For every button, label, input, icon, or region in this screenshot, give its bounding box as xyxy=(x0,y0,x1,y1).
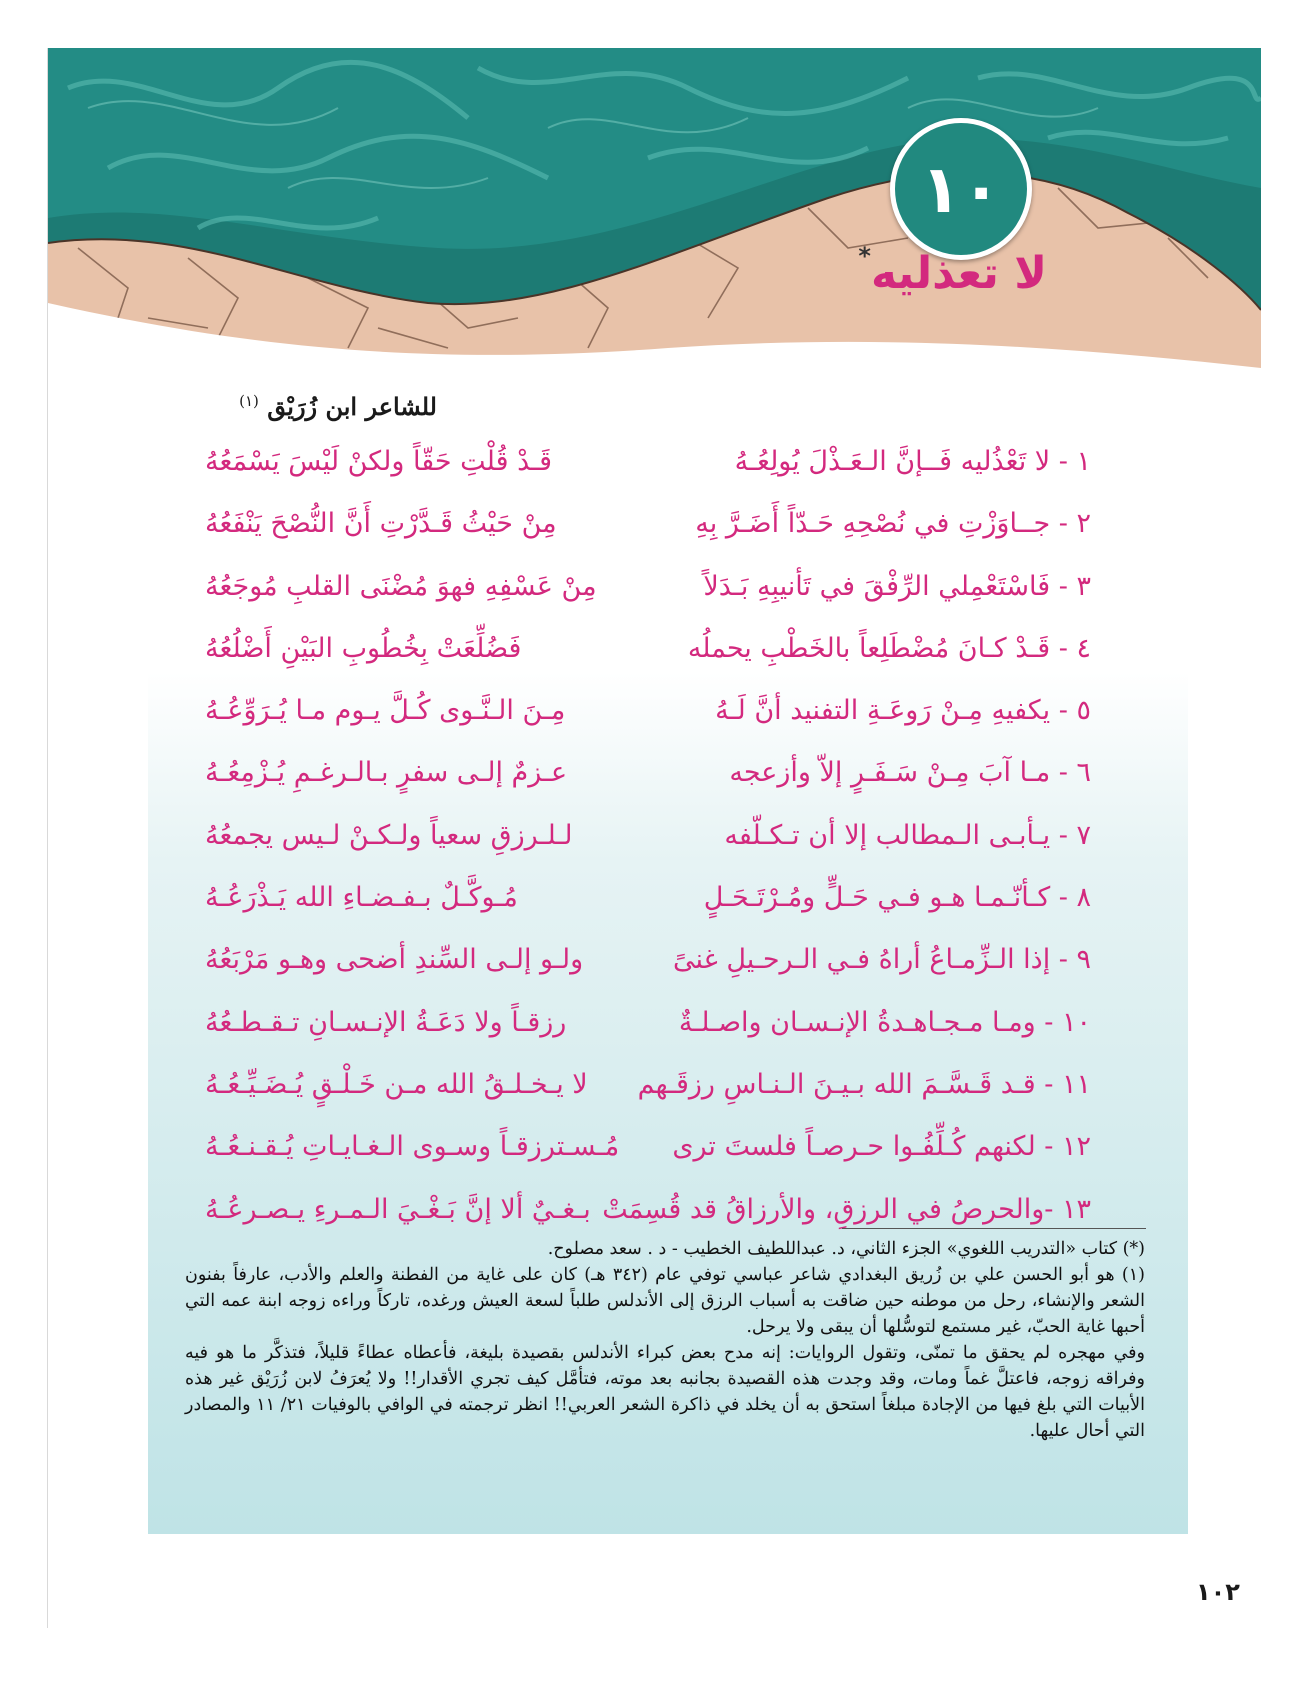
verse-2 xyxy=(205,500,1091,562)
chapter-number-badge: ١٠ xyxy=(890,118,1032,260)
verse-second-hemistich: مُـوكَّـلٌ بـفـضـاءِ الله يَـذْرَعُـهُ xyxy=(205,882,518,914)
verse-6 xyxy=(205,749,1091,811)
verse-first-hemistich: ١ - لا تَعْذُليه فَــإنَّ الـعَـذْلَ يُولِعُـهُ xyxy=(734,446,1091,477)
verse-9 xyxy=(205,936,1091,998)
verse-first-hemistich: ١١ - قـد قَـسَّـمَ الله بـيـنَ الـنـاسِ رزقَـهم xyxy=(637,1068,1091,1100)
verse-second-hemistich: ولـو إلـى السِّندِ أضحى وهـو مَرْبَعُهُ xyxy=(205,944,584,976)
poet-footnote-ref: (١) xyxy=(239,392,259,410)
verse-second-hemistich: مِـنَ الـنَّـوى كُـلَّ يـوم مـا يُـرَوِّعُـهُ xyxy=(205,695,566,727)
verse-4 xyxy=(205,625,1091,687)
lesson-title-text: لا تعذليه xyxy=(870,248,1047,299)
poet-name: للشاعر ابن زُرَيْق xyxy=(267,392,437,421)
verse-first-hemistich: ٣ - فَاسْتَعْمِلي الرِّفْقَ في تَأنيبِهِ بَـدَلاً xyxy=(703,570,1091,602)
verse-second-hemistich: رزقـاً ولا دَعَـةُ الإنـسـانِ تـقـطـعُهُ xyxy=(205,1006,567,1038)
verse-second-hemistich: مُـسـترزقـاً وسـوى الـغـايـاتِ يُـقـنـعُـهُ xyxy=(205,1131,620,1163)
verse-11 xyxy=(205,1061,1091,1123)
verse-second-hemistich: بـغـيٌ ألا إنَّ بَـغْـيَ الـمـرءِ يـصـرعُـهُ xyxy=(205,1193,591,1225)
poet-attribution xyxy=(239,392,437,421)
footnote-separator xyxy=(842,1228,1146,1229)
verse-first-hemistich: ٢ - جــاوَزْتِ في نُصْحِهِ حَـدّاً أَضَـرَّ بِهِ xyxy=(695,508,1091,540)
decorative-calligraphy-banner xyxy=(48,48,1261,368)
verse-second-hemistich: عـزمٌ إلـى سفرٍ بـالـرغـمِ يُـزْمِعُـهُ xyxy=(205,757,568,789)
verse-first-hemistich: ٦ - مـا آبَ مِـنْ سَـفَـرٍ إلاّ وأزعجه xyxy=(729,757,1091,789)
verse-first-hemistich: ٧ - يـأبـى الـمطالب إلا أن تـكـلّفه xyxy=(724,819,1091,851)
verse-second-hemistich: فَضُلِّعَتْ بِخُطُوبِ البَيْنِ أَضْلُعُهُ xyxy=(205,632,522,664)
verse-first-hemistich: ١٢ - لكنهم كُـلِّفُـوا حـرصـاً فلستَ ترى xyxy=(672,1131,1091,1163)
lesson-title xyxy=(858,242,1047,299)
verse-second-hemistich: مِنْ حَيْثُ قَـدَّرْتِ أَنَّ النُّصْحَ يَنْفَعُهُ xyxy=(205,508,557,540)
verse-7 xyxy=(205,812,1091,874)
verse-second-hemistich: لـلـرزقِ سعياً ولـكـنْ لـيس يجمعُهُ xyxy=(205,819,573,851)
footnote-source: (*) كتاب «التدريب اللغوي» الجزء الثاني، د. عبداللطيف الخطيب - د . سعد مصلوح. xyxy=(547,1239,1145,1259)
chapter-banner xyxy=(48,48,1261,368)
verse-first-hemistich: ٤ - قَـدْ كـانَ مُضْطَلِعاً بالخَطْبِ يحملُه xyxy=(687,632,1091,664)
verse-second-hemistich: مِنْ عَسْفِهِ فهوَ مُضْنَى القلبِ مُوجَعُهُ xyxy=(205,570,597,602)
verse-second-hemistich: قَـدْ قُلْتِ حَقّاً ولكنْ لَيْسَ يَسْمَعُهُ xyxy=(205,446,553,477)
footnotes xyxy=(185,1236,1145,1444)
verse-second-hemistich: لا يـخـلـقُ الله مـن خَـلْـقٍ يُـضَـيِّـعُـهُ xyxy=(205,1068,588,1100)
verse-12 xyxy=(205,1123,1091,1185)
verse-8 xyxy=(205,874,1091,936)
verse-3 xyxy=(205,563,1091,625)
title-footnote-marker: * xyxy=(858,242,871,270)
verse-first-hemistich: ١٠ - ومـا مـجـاهـدةُ الإنـسـان واصـلـةٌ xyxy=(678,1006,1091,1038)
poem xyxy=(205,438,1091,1248)
verse-1 xyxy=(205,438,1091,500)
verse-first-hemistich: ٩ - إذا الـزِّمـاعُ أراهُ فـي الـرحـيلِ غنىً xyxy=(673,944,1091,976)
verse-10 xyxy=(205,999,1091,1061)
verse-5 xyxy=(205,687,1091,749)
verse-first-hemistich: ١٣ -والحرصُ في الرزقِ، والأرزاقُ قد قُسِمَتْ xyxy=(602,1193,1091,1225)
page-number: ١٠٢ xyxy=(1196,1578,1240,1606)
footnote-poet-bio-continued: وفي مهجره لم يحقق ما تمنّى، وتقول الروايات: إنه مدح بعض كبراء الأندلس بقصيدة بليغة، فأعطاه عطاءً قليلاً، فتذكَّر ما هو فيه وفراقه زوجه، فاعتلَّ غماً ومات، وقد وجدت هذه القصيدة بجانبه بعد موته، فتأمَّل كيف تجري الأقدار!! ولا يُعرَفُ لابن زُرَيْق غير هذه الأبيات التي بلغ فيها من الإجادة مبلغاً استحق به أن يخلد في ذاكرة الشعر العربي!! انظر ترجمته في الوافي بالوفيات ٢١/ ١١ والمصادر التي أحال عليها. xyxy=(185,1343,1145,1441)
verse-first-hemistich: ٨ - كـأنّـمـا هـو فـي حَـلٍّ ومُـرْتَـحَـلٍ xyxy=(703,882,1091,914)
footnote-poet-bio: (١) هو أبو الحسن علي بن زُريق البغدادي شاعر عباسي توفي عام (٣٤٢ هـ) كان على غاية من الفطنة والعلم والأدب، عارفاً بفنون الشعر والإنشاء، رحل من موطنه حين ضاقت به أسباب الرزق إلى الأندلس طلباً لسعة العيش ورغده، تاركاً وراءه زوجه ابنة عمه التي أحبها غاية الحبّ، غير مستمع لتوسُّلها أن يبقى ولا يرحل. xyxy=(185,1265,1145,1337)
verse-first-hemistich: ٥ - يكفيهِ مِـنْ رَوعَـةِ التفنيد أنَّ لَـهُ xyxy=(715,695,1091,727)
